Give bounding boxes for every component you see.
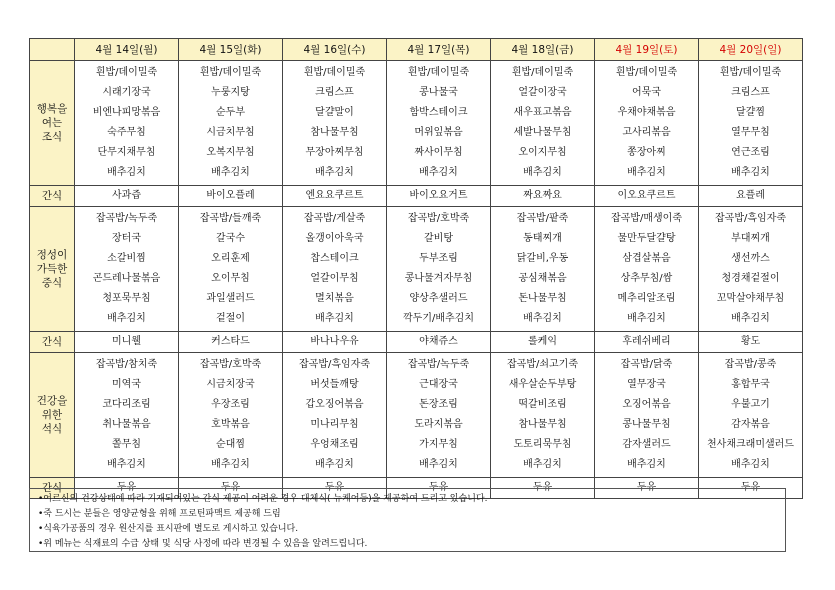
meal-cell xyxy=(595,207,699,332)
menu-item: 우불고기 xyxy=(731,399,770,410)
snack-cell: 두유 xyxy=(387,478,491,499)
menu-item: 누룽지탕 xyxy=(211,87,250,98)
day-header: 4월 17일(목) xyxy=(387,39,491,61)
day-header: 4월 16일(수) xyxy=(283,39,387,61)
snack-cell: 짜요짜요 xyxy=(491,186,595,207)
menu-item: 콩나물무침 xyxy=(622,419,671,430)
snack-cell: 두유 xyxy=(699,478,803,499)
menu-item: 버섯들깨탕 xyxy=(310,379,359,390)
snack-cell: 두유 xyxy=(283,478,387,499)
meal-cell xyxy=(491,353,595,478)
snack-row xyxy=(30,332,803,353)
menu-item: 떡갈비조림 xyxy=(518,399,567,410)
menu-item: 달걀찜 xyxy=(736,107,765,118)
menu-item: 참나물무침 xyxy=(518,419,567,430)
meal-cell xyxy=(699,353,803,478)
menu-item: 배추김치 xyxy=(523,313,562,324)
snack-cell: 사과즙 xyxy=(75,186,179,207)
menu-item: 잡곡밥/쇠고기죽 xyxy=(507,359,578,370)
menu-item: 잡곡밥/게살죽 xyxy=(303,213,366,224)
menu-item: 숙주무침 xyxy=(107,127,146,138)
menu-item: 잡곡밥/녹두죽 xyxy=(407,359,470,370)
day-header: 4월 14일(월) xyxy=(75,39,179,61)
menu-item: 연근조림 xyxy=(731,147,770,158)
menu-item: 잡곡밥/호박죽 xyxy=(199,359,262,370)
menu-item: 시금치무침 xyxy=(206,127,255,138)
menu-item: 흰밥/데이밀죽 xyxy=(303,67,366,78)
menu-item: 배추김치 xyxy=(419,167,458,178)
meal-label: 정성이 가득한 중식 xyxy=(30,207,75,332)
menu-item: 오이무침 xyxy=(211,273,250,284)
menu-item: 메추리알조림 xyxy=(617,293,676,304)
meal-label: 간식 xyxy=(30,332,75,353)
menu-item: 쫄무침 xyxy=(112,439,141,450)
menu-item: 함박스테이크 xyxy=(409,107,468,118)
menu-item: 미역국 xyxy=(112,379,141,390)
menu-item: 배추김치 xyxy=(315,313,354,324)
menu-item: 동태찌개 xyxy=(523,233,562,244)
menu-item: 물만두달걀탕 xyxy=(617,233,676,244)
menu-item: 갈국수 xyxy=(216,233,245,244)
snack-cell: 두유 xyxy=(491,478,595,499)
meal-cell xyxy=(179,353,283,478)
menu-item: 두부조림 xyxy=(419,253,458,264)
menu-item: 장터국 xyxy=(112,233,141,244)
day-header: 4월 15일(화) xyxy=(179,39,283,61)
meal-cell xyxy=(75,61,179,186)
menu-item: 잡곡밥/녹두죽 xyxy=(95,213,158,224)
menu-item: 배추김치 xyxy=(211,167,250,178)
snack-cell: 이오요쿠르트 xyxy=(595,186,699,207)
meal-label: 간식 xyxy=(30,478,75,499)
menu-item: 새우표고볶음 xyxy=(513,107,572,118)
menu-item: 배추김치 xyxy=(315,459,354,470)
menu-item: 시금치장국 xyxy=(206,379,255,390)
menu-item: 잡곡밥/닭죽 xyxy=(620,359,673,370)
snack-cell: 바나나우유 xyxy=(283,332,387,353)
snack-row xyxy=(30,186,803,207)
snack-cell: 두유 xyxy=(595,478,699,499)
menu-item: 열무무침 xyxy=(731,127,770,138)
menu-item: 오징어볶음 xyxy=(622,399,671,410)
menu-item: 양상추샐러드 xyxy=(409,293,468,304)
snack-cell: 미니웰 xyxy=(75,332,179,353)
menu-item: 취나물볶음 xyxy=(102,419,151,430)
menu-item: 감자샐러드 xyxy=(622,439,671,450)
menu-item: 배추김치 xyxy=(523,459,562,470)
menu-item: 잡곡밥/매생이죽 xyxy=(611,213,682,224)
menu-item: 돈나물무침 xyxy=(518,293,567,304)
menu-item: 흰밥/데이밀죽 xyxy=(199,67,262,78)
snack-cell: 바이오플레 xyxy=(179,186,283,207)
menu-item: 짜사이무침 xyxy=(414,147,463,158)
menu-item: 우장조림 xyxy=(211,399,250,410)
menu-item: 세발나물무침 xyxy=(513,127,572,138)
meal-cell xyxy=(179,207,283,332)
menu-item: 순두부 xyxy=(216,107,245,118)
menu-item: 크림스프 xyxy=(315,87,354,98)
menu-item: 참나물무침 xyxy=(310,127,359,138)
menu-item: 닭갈비,우동 xyxy=(516,253,569,264)
menu-item: 과일샐러드 xyxy=(206,293,255,304)
menu-item: 배추김치 xyxy=(107,459,146,470)
meal-cell xyxy=(699,61,803,186)
meal-cell xyxy=(491,207,595,332)
menu-item: 고사리볶음 xyxy=(622,127,671,138)
meal-label: 건강을 위한 석식 xyxy=(30,353,75,478)
menu-item: 오리훈제 xyxy=(211,253,250,264)
menu-item: 머위잎볶음 xyxy=(414,127,463,138)
menu-item: 돈장조림 xyxy=(419,399,458,410)
menu-item: 잡곡밥/호박죽 xyxy=(407,213,470,224)
menu-item: 꼬막살야채무침 xyxy=(716,293,785,304)
menu-item: 청포묵무침 xyxy=(102,293,151,304)
menu-item: 얼갈이장국 xyxy=(518,87,567,98)
meal-cell xyxy=(595,353,699,478)
snack-cell: 두유 xyxy=(75,478,179,499)
notes-box xyxy=(29,488,786,552)
menu-item: 시래기장국 xyxy=(102,87,151,98)
menu-item: 잡곡밥/콩죽 xyxy=(724,359,777,370)
menu-item: 배추김치 xyxy=(107,167,146,178)
meal-label: 간식 xyxy=(30,186,75,207)
meal-row xyxy=(30,207,803,332)
snack-cell: 요플레 xyxy=(699,186,803,207)
meal-cell xyxy=(491,61,595,186)
menu-item: 소갈비찜 xyxy=(107,253,146,264)
snack-cell: 두유 xyxy=(179,478,283,499)
menu-item: 순대찜 xyxy=(216,439,245,450)
meal-row xyxy=(30,353,803,478)
menu-item: 오복지무침 xyxy=(206,147,255,158)
note-line: •어르신의 건강상태에 따라 기재되어있는 간식 제공이 어려운 경우 대체식( 뉴케어등)을 제공하여 드리고 있습니다. xyxy=(38,494,488,504)
menu-item: 도토리묵무침 xyxy=(513,439,572,450)
menu-item: 겉절이 xyxy=(216,313,245,324)
menu-item: 근대장국 xyxy=(419,379,458,390)
menu-item: 무장아찌무침 xyxy=(305,147,364,158)
meal-cell xyxy=(699,207,803,332)
note-line: •죽 드시는 분들은 영양균형을 위해 프로틴파맥트 제공해 드림 xyxy=(38,509,281,519)
meal-cell xyxy=(283,207,387,332)
menu-item: 콩나물국 xyxy=(419,87,458,98)
menu-item: 청경채겉절이 xyxy=(721,273,780,284)
menu-item: 흰밥/데이밀죽 xyxy=(95,67,158,78)
menu-item: 배추김치 xyxy=(315,167,354,178)
menu-item: 도라지볶음 xyxy=(414,419,463,430)
menu-item: 크림스프 xyxy=(731,87,770,98)
menu-item: 잡곡밥/팥죽 xyxy=(516,213,569,224)
meal-cell xyxy=(387,61,491,186)
menu-item: 잡곡밥/흑임자죽 xyxy=(715,213,786,224)
menu-item: 달걀말이 xyxy=(315,107,354,118)
day-header-sunday: 4월 20일(일) xyxy=(699,39,803,61)
menu-item: 배추김치 xyxy=(211,459,250,470)
menu-item: 콩나물겨자무침 xyxy=(404,273,473,284)
menu-item: 흰밥/데이밀죽 xyxy=(407,67,470,78)
menu-item: 배추김치 xyxy=(731,459,770,470)
menu-item: 곤드레나물볶음 xyxy=(92,273,161,284)
menu-item: 올갱이아욱국 xyxy=(305,233,364,244)
meal-cell xyxy=(387,207,491,332)
menu-item: 갈비탕 xyxy=(424,233,453,244)
meal-cell xyxy=(595,61,699,186)
menu-item: 배추김치 xyxy=(107,313,146,324)
meal-cell xyxy=(283,61,387,186)
menu-item: 공심채볶음 xyxy=(518,273,567,284)
menu-item: 배추김치 xyxy=(523,167,562,178)
note-line: •위 메뉴는 식재료의 수급 상태 및 식당 사정에 따라 변경될 수 있음을 알려드립니다. xyxy=(38,539,368,549)
menu-item: 쫑장아찌 xyxy=(627,147,666,158)
weekly-menu-table xyxy=(29,38,803,499)
snack-cell: 야채쥬스 xyxy=(387,332,491,353)
snack-cell: 후레쉬베리 xyxy=(595,332,699,353)
menu-item: 미나리무침 xyxy=(310,419,359,430)
menu-item: 코다리조림 xyxy=(102,399,151,410)
menu-item: 감자볶음 xyxy=(731,419,770,430)
menu-item: 흰밥/데이밀죽 xyxy=(511,67,574,78)
menu-item: 비엔나피망볶음 xyxy=(92,107,161,118)
menu-item: 천사채크래미샐러드 xyxy=(707,439,794,450)
menu-item: 멸치볶음 xyxy=(315,293,354,304)
meal-label: 행복을 여는 조식 xyxy=(30,61,75,186)
menu-item: 배추김치 xyxy=(419,459,458,470)
menu-item: 잡곡밥/들깨죽 xyxy=(199,213,262,224)
corner-cell xyxy=(30,39,75,61)
menu-item: 배추김치 xyxy=(627,313,666,324)
menu-item: 상추무침/쌈 xyxy=(620,273,673,284)
menu-item: 오이지무침 xyxy=(518,147,567,158)
meal-cell xyxy=(283,353,387,478)
menu-item: 배추김치 xyxy=(731,313,770,324)
note-line: •식육가공품의 경우 원산지를 표시판에 별도로 게시하고 있습니다. xyxy=(38,524,299,534)
menu-item: 얼갈이무침 xyxy=(310,273,359,284)
menu-item: 흰밥/데이밀죽 xyxy=(719,67,782,78)
menu-item: 찹스테이크 xyxy=(310,253,359,264)
menu-item: 우엉채조림 xyxy=(310,439,359,450)
menu-item: 갑오징어볶음 xyxy=(305,399,364,410)
menu-item: 잡곡밥/참치죽 xyxy=(95,359,158,370)
day-header-row xyxy=(30,39,803,61)
snack-cell: 커스타드 xyxy=(179,332,283,353)
menu-item: 깍두기/배추김치 xyxy=(403,313,474,324)
menu-item: 부대찌개 xyxy=(731,233,770,244)
menu-item: 잡곡밥/흑임자죽 xyxy=(299,359,370,370)
menu-item: 단무지채무침 xyxy=(97,147,156,158)
menu-item: 배추김치 xyxy=(627,459,666,470)
day-header: 4월 18일(금) xyxy=(491,39,595,61)
snack-cell: 황도 xyxy=(699,332,803,353)
meal-cell xyxy=(75,207,179,332)
snack-cell: 바이오요거트 xyxy=(387,186,491,207)
meal-row xyxy=(30,61,803,186)
menu-item: 삼겹살볶음 xyxy=(622,253,671,264)
snack-cell: 롤케익 xyxy=(491,332,595,353)
day-header-saturday: 4월 19일(토) xyxy=(595,39,699,61)
menu-item: 가지무침 xyxy=(419,439,458,450)
menu-item: 홍합무국 xyxy=(731,379,770,390)
meal-cell xyxy=(75,353,179,478)
menu-item: 우채야채볶음 xyxy=(617,107,676,118)
menu-item: 어묵국 xyxy=(632,87,661,98)
menu-item: 배추김치 xyxy=(731,167,770,178)
menu-item: 새우살순두부탕 xyxy=(508,379,577,390)
meal-cell xyxy=(179,61,283,186)
menu-item: 열무장국 xyxy=(627,379,666,390)
menu-item: 배추김치 xyxy=(627,167,666,178)
menu-item: 흰밥/데이밀죽 xyxy=(615,67,678,78)
meal-cell xyxy=(387,353,491,478)
menu-item: 호박볶음 xyxy=(211,419,250,430)
snack-cell: 엔요요쿠르트 xyxy=(283,186,387,207)
menu-item: 생선까스 xyxy=(731,253,770,264)
